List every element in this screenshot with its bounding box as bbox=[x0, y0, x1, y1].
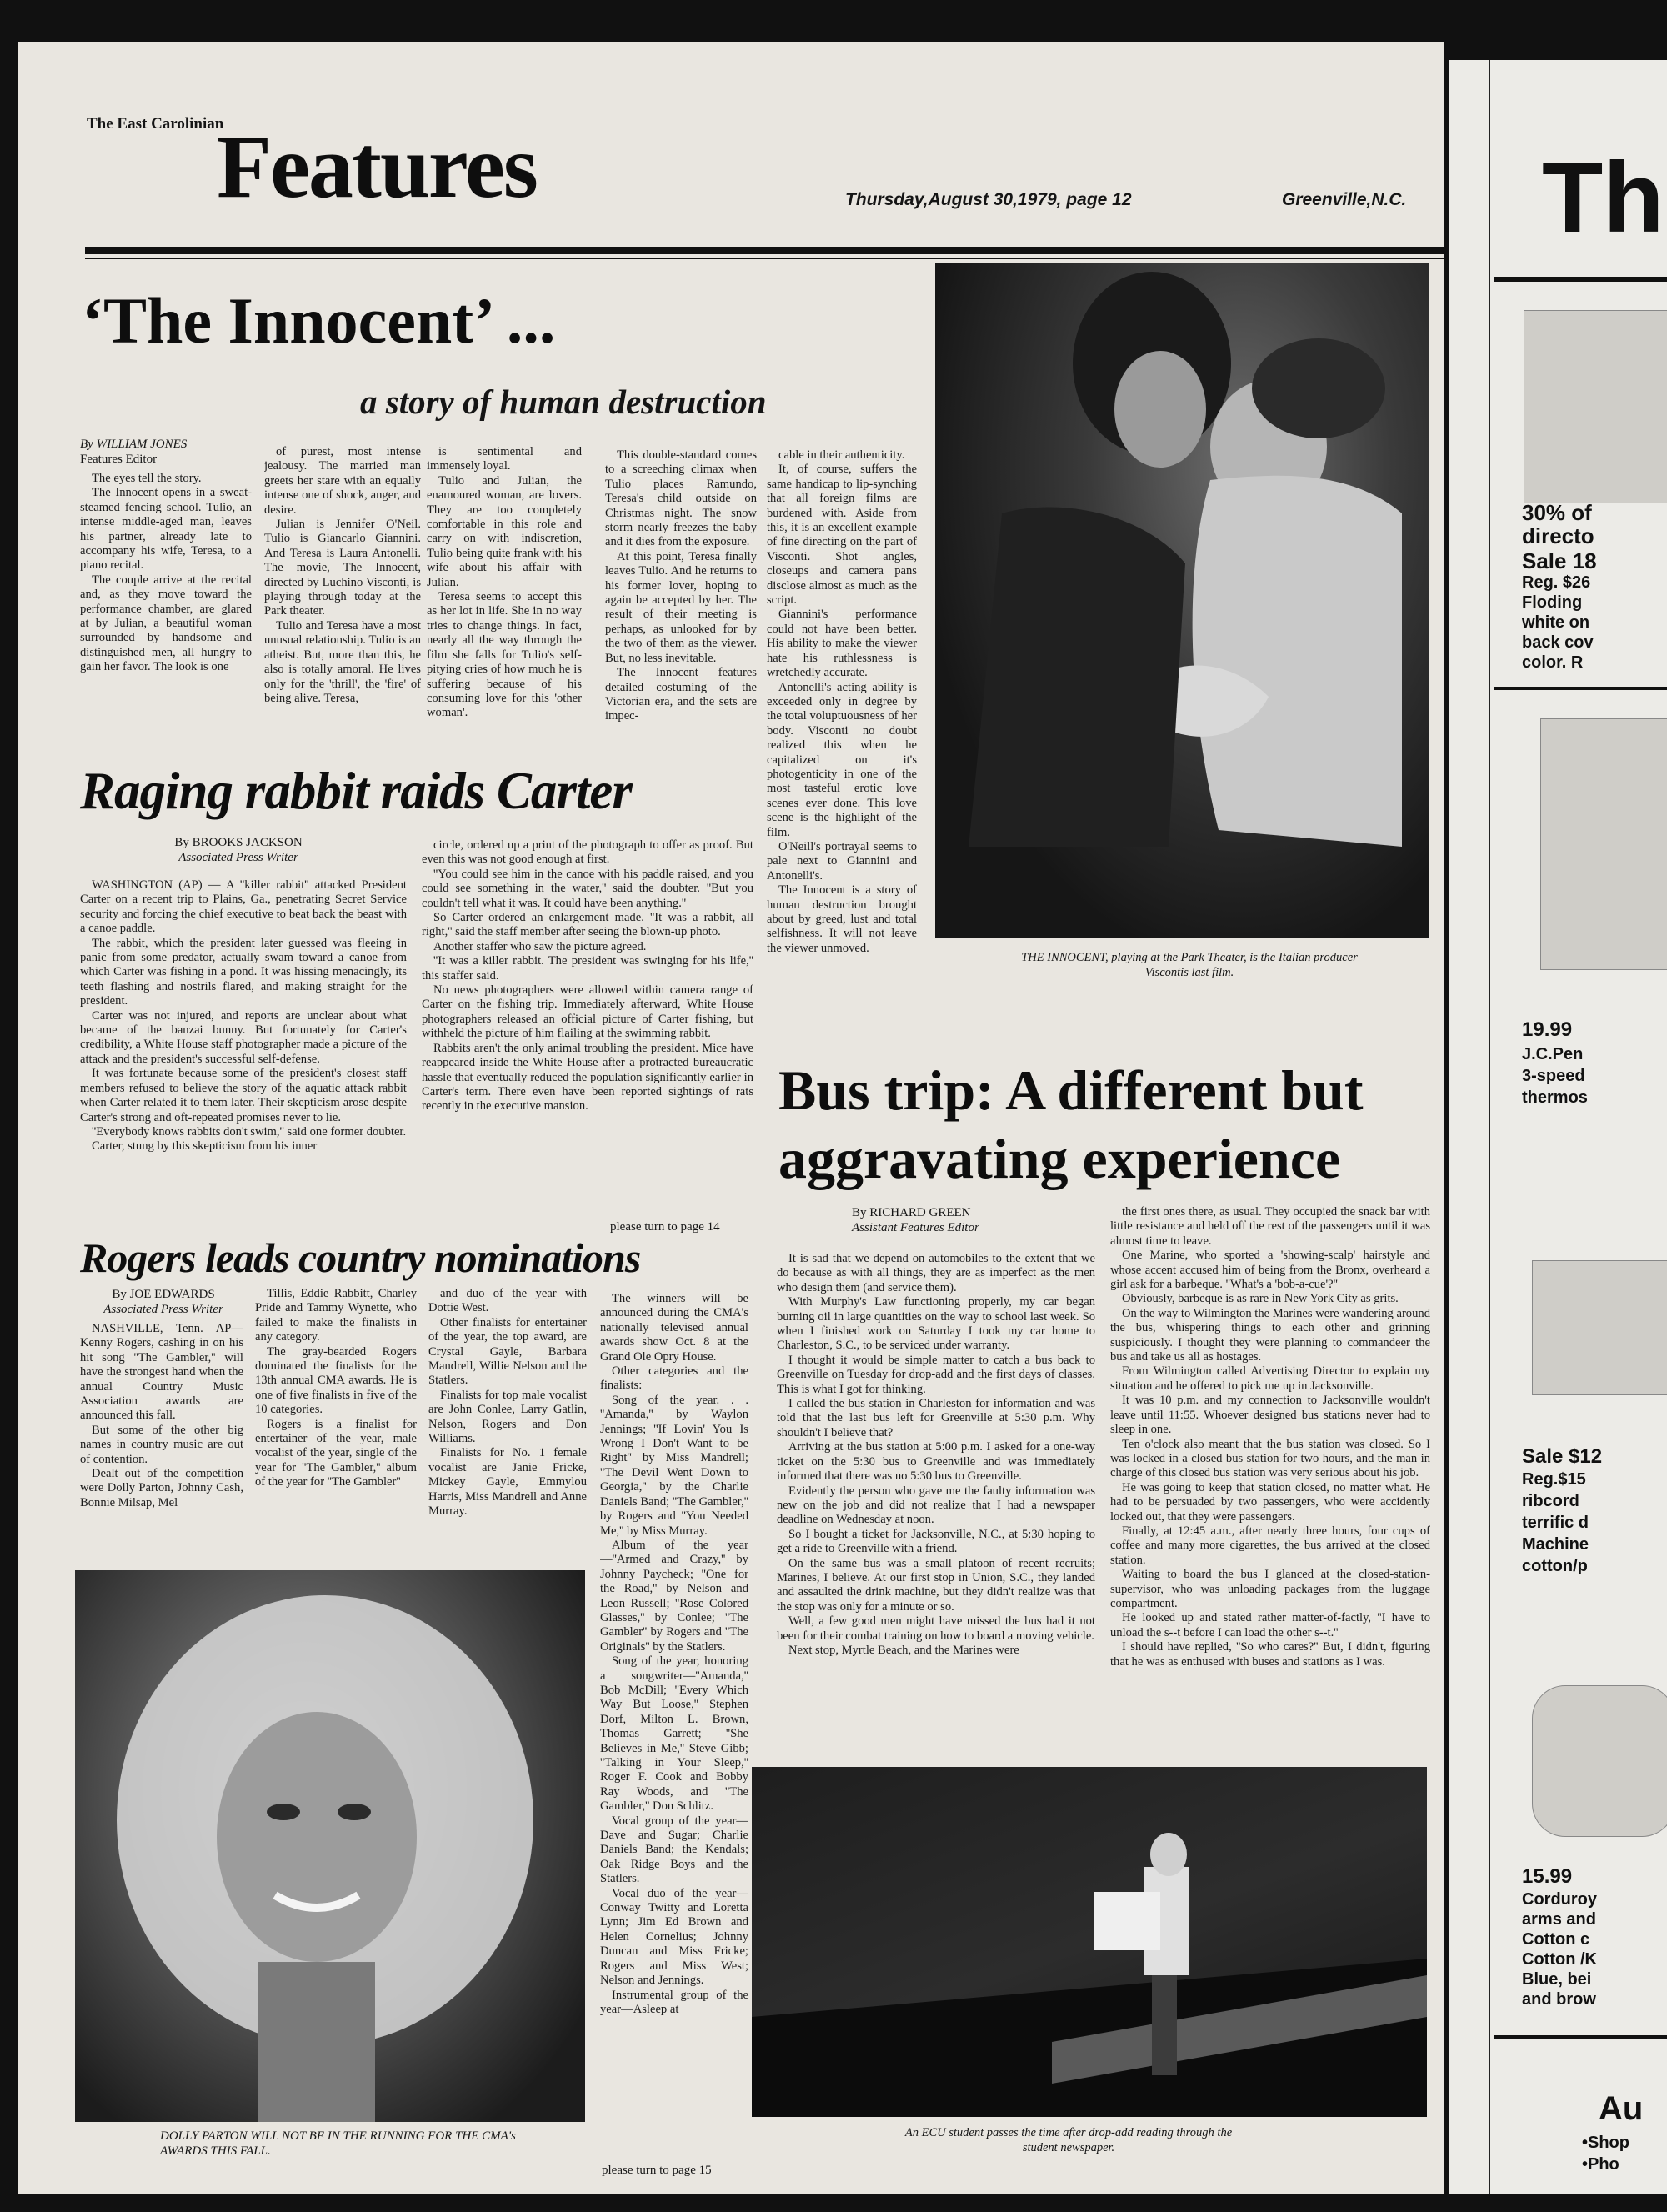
ad-line: J.C.Pen bbox=[1522, 1045, 1584, 1063]
innocent-byline-name: By WILLIAM JONES bbox=[80, 438, 188, 451]
paragraph: Song of the year. . . ''Amanda,'' by Waylon Jennings; ''If Lovin' You Is Wrong I Don't Want to be Right'' by Miss Mandrell; ''The Devil Went Down to Georgia,'' by the Charlie Daniels Band; ''The Gambler,'' by Rogers and ''You Needed Me,'' by Miss Murray. bbox=[600, 1393, 748, 1538]
bus-photo bbox=[752, 1767, 1427, 2117]
paragraph: It was fortunate because some of the president's closest staff members refused to believe the story of the aquatic attack rabbit when Carter related it to them later. Their skepticism arose despite Carter's strong and oft-repeated promises never to lie. bbox=[80, 1067, 407, 1124]
paragraph: No news photographers were allowed within camera range of Carter on the fishing trip. Immediately afterward, White House photographers released an official picture of Carter fishing, but withheld the picture of him flailing at the swimming rabbit. bbox=[422, 983, 753, 1041]
rogers-col-1 bbox=[80, 1322, 243, 1569]
paragraph: Finalists for No. 1 female vocalist are Janie Fricke, Mickey Gayle, Emmylou Harris, Miss Mandrell and Anne Murray. bbox=[428, 1446, 587, 1519]
paragraph: He was going to keep that station closed, no matter what. He had to be persuaded by two passengers, who were accidently locked out, that they were passengers. bbox=[1110, 1480, 1430, 1524]
ad-line: Cotton c bbox=[1522, 1930, 1590, 1949]
ad-line: cotton/p bbox=[1522, 1557, 1588, 1575]
paragraph: ''It was a killer rabbit. The president was swinging for his life,'' this staffer said. bbox=[422, 954, 753, 983]
paragraph: Julian is Jennifer O'Neil. Tulio is Giancarlo Giannini. And Teresa is Laura Antonelli. The movie, The Innocent, directed by Luchino Visconti, is playing through today at the Park theater. bbox=[264, 518, 421, 618]
paragraph: Next stop, Myrtle Beach, and the Marines were bbox=[788, 1643, 1019, 1657]
rabbit-col-1 bbox=[80, 878, 407, 1227]
innocent-subhead: a story of human destruction bbox=[360, 383, 767, 421]
paper-name: The East Carolinian bbox=[87, 115, 224, 133]
ad-line: Machine bbox=[1522, 1535, 1589, 1554]
paragraph: Instrumental group of the year—Asleep at bbox=[600, 1988, 748, 2016]
paragraph: ''Everybody knows rabbits don't swim,'' said one former doubter. bbox=[92, 1124, 407, 1139]
rogers-col-2 bbox=[255, 1287, 417, 1569]
ad-chair-cushion-image bbox=[1532, 1685, 1667, 1837]
masthead-rule bbox=[85, 247, 1444, 254]
city: Greenville,N.C. bbox=[1282, 190, 1407, 209]
ad-line: 30% of bbox=[1522, 500, 1592, 525]
ad-line: Reg. $26 bbox=[1522, 573, 1591, 592]
rogers-byline-name: By JOE EDWARDS bbox=[112, 1288, 215, 1301]
innocent-photo-image bbox=[935, 263, 1429, 938]
ad-line: 15.99 bbox=[1522, 1865, 1573, 1888]
rabbit-byline-role: Associated Press Writer bbox=[178, 851, 298, 864]
ad-line: Corduroy bbox=[1522, 1890, 1597, 1909]
innocent-col-3 bbox=[427, 445, 582, 752]
paragraph: Evidently the person who gave me the faulty information was new on the job and did not realize that I had a newspaper deadline on Wednesday at noon. bbox=[777, 1484, 1095, 1527]
paragraph: Obviously, barbeque is as rare in New York City as grits. bbox=[1122, 1292, 1399, 1306]
paragraph: Tulio and Teresa have a most unusual relationship. Tulio is an atheist. But, more than this, he also is totally amoral. He lives only for the 'thrill', the 'fire' of being alive. Teresa, bbox=[264, 618, 421, 705]
paragraph: cable in their authenticity. bbox=[778, 448, 905, 462]
bus-col-2 bbox=[1110, 1205, 1430, 1772]
paragraph: The eyes tell the story. bbox=[92, 472, 202, 485]
innocent-headline: ‘The Innocent’ ... bbox=[82, 284, 556, 357]
paragraph: WASHINGTON (AP) — A ''killer rabbit'' attacked President Carter on a recent trip to Plains, Ga., penetrating Secret Service security and forcing the chief executive to beat back the beast with a canoe paddle. bbox=[80, 878, 407, 936]
bus-byline-name: By RICHARD GREEN bbox=[852, 1206, 971, 1219]
ad-line: directo bbox=[1522, 523, 1594, 548]
paragraph: Rogers is a finalist for entertainer of the year, male vocalist of the year, single of the year for ''The Gambler,'' album of the year for ''The Gambler'' bbox=[255, 1417, 417, 1489]
paragraph: The winners will be announced during the CMA's nationally televised annual awards show Oct. 8 at the Grand Ole Opry House. bbox=[600, 1292, 748, 1364]
paragraph: Another staffer who saw the picture agreed. bbox=[433, 939, 647, 953]
innocent-byline bbox=[80, 437, 255, 467]
ad-line: Cotton /K bbox=[1522, 1950, 1597, 1969]
rogers-headline: Rogers leads country nominations bbox=[80, 1234, 641, 1281]
paragraph: Album of the year—''Armed and Crazy,'' by Johnny Paycheck; ''One for the Road,'' by Nelson and Leon Russell; ''Rose Colored Glasses,'' by Conlee; ''The Gambler'' by Rogers and ''The Originals'' by the Statlers. bbox=[600, 1538, 748, 1654]
dolly-photo bbox=[75, 1570, 585, 2122]
innocent-photo-caption: THE INNOCENT, playing at the Park Theater, is the Italian producer Viscontis last film. bbox=[1021, 951, 1358, 979]
paragraph: ''You could see him in the canoe with his paddle raised, and you could see something in the water,'' said the doubter. ''But you couldn't tell what it was. It could have been anything.'' bbox=[422, 867, 753, 910]
paragraph: Carter, stung by this skepticism from his inner bbox=[92, 1139, 318, 1154]
adjacent-ad-page bbox=[1449, 60, 1667, 2194]
paragraph: I should have replied, ''So who cares?'' But, I didn't, figuring that he was as enthused with buses and stations as I was. bbox=[1110, 1640, 1430, 1669]
paragraph: Other finalists for entertainer of the year, the top award, are Crystal Gayle, Barbara Mandrell, Willie Nelson and the Statlers. bbox=[428, 1315, 587, 1388]
paragraph: With Murphy's Law functioning properly, my car began burning oil in large quantities on the way to school last week. So when I finished work on Saturday I took my car home to Charleston, S.C., to be serviced under warranty. bbox=[777, 1295, 1095, 1353]
rabbit-byline-name: By BROOKS JACKSON bbox=[174, 836, 303, 849]
paragraph: I called the bus station in Charleston for information and was told that the last bus left for Greenville at 5:30 p.m. Why shouldn't I believe that? bbox=[777, 1397, 1095, 1439]
newspaper-page bbox=[18, 42, 1444, 2194]
ad-line: •Shop bbox=[1582, 2134, 1629, 2152]
paragraph: Giannini's performance could not have been better. His ability to make the viewer hate his ruthlessness is wretchedly accurate. bbox=[767, 608, 917, 680]
paragraph: On the way to Wilmington the Marines were wandering around the bus, whispering things to each other and grinning suspiciously. I thought they were planning to commandeer the bus and take us all as hostages. bbox=[1110, 1306, 1430, 1364]
paragraph: The Innocent opens in a sweat-steamed fencing school. Tulio, an intense middle-aged man, leaves his partner, already late to accompany his wife, Teresa, to a piano recital. bbox=[80, 486, 252, 573]
ad-divider bbox=[1494, 2035, 1667, 2039]
bus-headline-line2: aggravating experience bbox=[778, 1127, 1341, 1190]
paragraph: From Wilmington called Advertising Director to explain my situation and he offered to pick me up in Jacksonville. bbox=[1110, 1364, 1430, 1393]
dolly-photo-image bbox=[75, 1570, 585, 2122]
rogers-byline bbox=[80, 1287, 247, 1317]
paragraph: The Innocent is a story of human destruction brought about by greed, lust and total selfishness. It will not leave the viewer unmoved. bbox=[767, 883, 917, 955]
paragraph: He looked up and stated rather matter-of-factly, ''I have to unload the s--t before I can load the other s--t.'' bbox=[1110, 1611, 1430, 1639]
paragraph: NASHVILLE, Tenn. AP—Kenny Rogers, cashing in on his hit song ''The Gambler,'' will have the strongest hand when the annual Country Music Association awards are announced this fall. bbox=[80, 1322, 243, 1423]
ad-line: Reg.$15 bbox=[1522, 1470, 1586, 1489]
bus-photo-image bbox=[752, 1767, 1427, 2117]
rabbit-col-2 bbox=[422, 838, 753, 1205]
paragraph: The couple arrive at the recital and, as they move toward the performance chamber, are glared at by Julian, a beautiful woman surrounded by handsome and distinguished men, all hungry to gain her favor. The look is one bbox=[80, 573, 252, 674]
paragraph: Tillis, Eddie Rabbitt, Charley Pride and Tammy Wynette, who failed to make the finalists in any category. bbox=[255, 1287, 417, 1344]
rogers-jump[interactable]: please turn to page 15 bbox=[602, 2164, 712, 2177]
paragraph: Tulio and Julian, the enamoured woman, are lovers. They are too completely comfortable in this role and carry on with indiscretion, Tulio being quite frank with his wife about his affair with Julian. bbox=[427, 473, 582, 589]
ad-title-rule bbox=[1494, 277, 1667, 282]
paragraph: But some of the other big names in country music are out of contention. bbox=[80, 1423, 243, 1466]
paragraph: The gray-bearded Rogers dominated the finalists for the 13th annual CMA awards. He is one of five finalists in five of the 10 categories. bbox=[255, 1344, 417, 1417]
ad-line: Sale 18 bbox=[1522, 548, 1597, 573]
ad-line: color. R bbox=[1522, 653, 1584, 672]
masthead-rule-thin bbox=[85, 258, 1444, 259]
innocent-col-4 bbox=[605, 448, 757, 755]
paragraph: Vocal group of the year—Dave and Sugar; Charlie Daniels Band; the Kendals; Oak Ridge Boys and the Statlers. bbox=[600, 1814, 748, 1886]
paragraph: Carter was not injured, and reports are unclear about what became of the banzai bunny. But fortunately for Carter's credibility, a White House staff photographer made a picture of the attack and the president's successful self-defense. bbox=[80, 1008, 407, 1066]
innocent-col-1 bbox=[80, 472, 252, 752]
paragraph: Ten o'clock also meant that the bus station was closed. So I was locked in a closed bus station for two hours, and the man in charge of this closed bus station was very serious about his job. bbox=[1110, 1437, 1430, 1480]
rabbit-byline bbox=[80, 835, 397, 865]
rogers-col-3 bbox=[428, 1287, 587, 1569]
paragraph: I thought it would be simple matter to catch a bus back to Greenville on Tuesday for drop-add and the first days of classes. This is what I got for thinking. bbox=[777, 1353, 1095, 1396]
ad-chair-image bbox=[1524, 310, 1667, 503]
innocent-col-2 bbox=[264, 445, 421, 752]
paragraph: It is sad that we depend on automobiles to the extent that we do because as with all things, they are as imperfect as the men who design them (and service them). bbox=[777, 1252, 1095, 1294]
bus-col-1 bbox=[777, 1252, 1095, 1774]
paragraph: the first ones there, as usual. They occupied the snack bar with little resistance and held off the rest of the passengers until it was almost time to leave. bbox=[1110, 1205, 1430, 1248]
ad-line: white on bbox=[1522, 613, 1590, 632]
ad-line: 19.99 bbox=[1522, 1018, 1573, 1041]
ad-line: 3-speed bbox=[1522, 1067, 1585, 1085]
rabbit-headline: Raging rabbit raids Carter bbox=[80, 762, 632, 820]
paragraph: Waiting to board the bus I glanced at the closed-station-supervisor, who was unloading packages from the luggage compartment. bbox=[1110, 1568, 1430, 1610]
paragraph: One Marine, who sported a 'showing-scalp' hairstyle and whose accent accused him of being from the Bronx, overheard a girl ask for a barbeque. ''What's a 'bob-a-cue'?'' bbox=[1110, 1249, 1430, 1292]
bus-byline bbox=[852, 1205, 1069, 1235]
section-title: Features bbox=[217, 118, 537, 217]
ad-line: and brow bbox=[1522, 1990, 1596, 2009]
paragraph: Arriving at the bus station at 5:00 p.m. I asked for a one-way ticket on the 5:30 bus to Greenville and was immediately informed that there was no 5:30 bus to Greenville. bbox=[777, 1440, 1095, 1484]
innocent-byline-role: Features Editor bbox=[80, 453, 158, 466]
bus-photo-caption: An ECU student passes the time after drop-add reading through the student newspaper. bbox=[904, 2126, 1233, 2154]
paragraph: O'Neill's portrayal seems to pale next to Giannini and Antonelli's. bbox=[767, 839, 917, 883]
ad-fan-image bbox=[1540, 718, 1667, 970]
dolly-photo-caption: DOLLY PARTON WILL NOT BE IN THE RUNNING FOR THE CMA's AWARDS THIS FALL. bbox=[160, 2129, 516, 2158]
ad-title: Th bbox=[1542, 142, 1664, 253]
innocent-col-5 bbox=[767, 448, 917, 1050]
paragraph: Teresa seems to accept this as her lot in life. She in no way tries to change things. In fact, nearly all the way through the film she falls for Tulio's self-pitying cries of how much he is suffering because of his consuming love for this 'other woman'. bbox=[427, 590, 582, 720]
dateline: Thursday,August 30,1979, page 12 bbox=[845, 190, 1132, 209]
ad-line: terrific d bbox=[1522, 1514, 1589, 1532]
bus-byline-role: Assistant Features Editor bbox=[852, 1221, 979, 1234]
paragraph: Other categories and the finalists: bbox=[600, 1364, 748, 1393]
ad-line: arms and bbox=[1522, 1910, 1596, 1929]
paragraph: Antonelli's acting ability is exceeded only in degree by the total voluptuousness of her body. Visconti no doubt realized this when he capitalized on it's photogenticity in one of the most tasteful erotic love scenes ever done. This love scene is the highlight of the film. bbox=[767, 680, 917, 839]
paragraph: On the same bus was a small platoon of recent recruits; Marines, I believe. At our first stop in Union, S.C., they landed and assaulted the drink machine, but they didn't realize was that the stop was only for a minute or so. bbox=[777, 1556, 1095, 1614]
paragraph: of purest, most intense jealousy. The married man greets her stare with an equally intense one of shock, anger, and desire. bbox=[264, 445, 421, 517]
paragraph: It, of course, suffers the same handicap to lip-synching that all foreign films are burdened with. Aside from this, it is an excellent example of fine directing on the part of Visconti. Shot angles, closeups and camera pans disclose almost as much as the script. bbox=[767, 463, 917, 608]
ad-line: Sale $12 bbox=[1522, 1445, 1603, 1468]
ad-line: thermos bbox=[1522, 1088, 1588, 1107]
paragraph: Song of the year, honoring a songwriter—''Amanda,'' Bob McDill; ''Every Which Way But Loose,'' Stephen Dorf, Milton L. Brown, Thomas Garrett; ''She Believes in Me,'' Steve Gibb; ''Talking in Your Sleep,'' Roger F. Cook and Bobby Ray Woods, and ''The Gambler,'' Don Schlitz. bbox=[600, 1654, 748, 1814]
paragraph: Rabbits aren't the only animal troubling the president. Mice have reappeared inside the White House after a protracted bureaucratic hassle that eventually reduced the population significantly earlier in Carter's term. There even have been reported sightings of rats recently in the executive mansion. bbox=[422, 1041, 753, 1114]
paragraph: The Innocent features detailed costuming of the Victorian era, and the sets are impec- bbox=[605, 666, 757, 723]
ad-bedspread-image bbox=[1532, 1260, 1667, 1395]
paragraph: Vocal duo of the year—Conway Twitty and Loretta Lynn; Jim Ed Brown and Helen Cornelius; Johnny Duncan and Miss Fricke; Rogers and Miss West; Nelson and Jennings. bbox=[600, 1886, 748, 1988]
rogers-byline-role: Associated Press Writer bbox=[103, 1303, 223, 1316]
ad-line: •Pho bbox=[1582, 2155, 1619, 2174]
ad-line: Au bbox=[1599, 2090, 1644, 2127]
paragraph: It was 10 p.m. and my connection to Jacksonville wouldn't leave until 11:55. Whoever designed bus stations never had to sleep in one. bbox=[1110, 1394, 1430, 1437]
paragraph: Finalists for top male vocalist are John Conlee, Larry Gatlin, Nelson, Rogers and Don Williams. bbox=[428, 1388, 587, 1446]
paragraph: This double-standard comes to a screeching climax when Tulio places Ramundo, Teresa's child outside on Christmas night. The snow storm nearly freezes the baby and it dies from the exposure. bbox=[605, 448, 757, 549]
ad-line: Floding bbox=[1522, 593, 1583, 612]
ad-line: Blue, bei bbox=[1522, 1970, 1592, 1989]
rabbit-jump[interactable]: please turn to page 14 bbox=[610, 1220, 720, 1234]
paragraph: is sentimental and immensely loyal. bbox=[427, 445, 582, 473]
paragraph: Well, a few good men might have missed the bus had it not been for their combat training on how to board a moving vehicle. bbox=[777, 1614, 1095, 1643]
bus-headline-line1: Bus trip: A different but bbox=[778, 1058, 1364, 1122]
innocent-photo bbox=[935, 263, 1429, 938]
ad-line: back cov bbox=[1522, 633, 1594, 652]
paragraph: So I bought a ticket for Jacksonville, N.C., at 5:30 hoping to get a ride to Greenville with a friend. bbox=[777, 1527, 1095, 1556]
paragraph: So Carter ordered an enlargement made. ''It was a rabbit, all right,'' said the staff member after seeing the blown-up photo. bbox=[422, 911, 753, 939]
paragraph: The rabbit, which the president later guessed was fleeing in panic from some predator, actually swam toward a canoe from which Carter was fishing in a pond. It was hissing menacingly, its teeth flashing and nostrils flared, and making straight for the president. bbox=[80, 936, 407, 1008]
paragraph: Dealt out of the competition were Dolly Parton, Johnny Cash, Bonnie Milsap, Mel bbox=[80, 1467, 243, 1509]
paragraph: and duo of the year with Dottie West. bbox=[428, 1287, 587, 1315]
ad-divider bbox=[1494, 687, 1667, 690]
rogers-col-4 bbox=[600, 1292, 748, 2079]
paragraph: At this point, Teresa finally leaves Tulio. And he returns to his former lover, hoping to again be accepted by her. The result of their meeting is perhaps, as unlooked for by the two of them as the viewer. But, no less inevitable. bbox=[605, 549, 757, 665]
paragraph: Finally, at 12:45 a.m., after nearly three hours, four cups of coffee and many more cigarettes, the bus arrived at the closed station. bbox=[1110, 1524, 1430, 1567]
ad-line: ribcord bbox=[1522, 1492, 1579, 1510]
paragraph: circle, ordered up a print of the photograph to offer as proof. But even this was not good enough at first. bbox=[422, 838, 753, 867]
